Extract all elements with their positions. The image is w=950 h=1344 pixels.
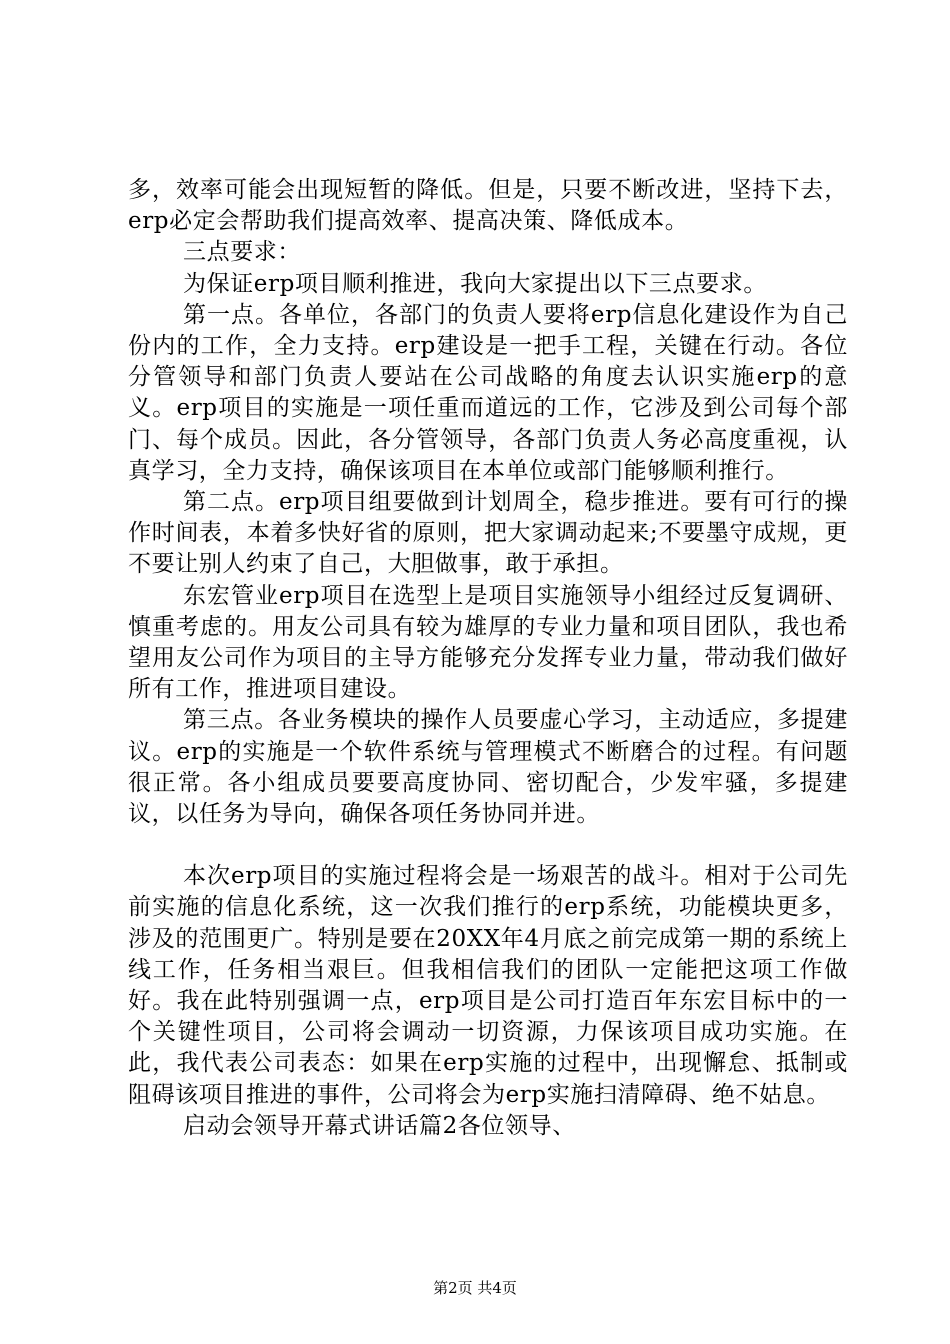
paragraph-point-two: 第二点。erp项目组要做到计划周全，稳步推进。要有可行的操作时间表，本着多快好省的原则，把大家调动起来;不要墨守成规，更不要让别人约束了自己，大胆做事，敢于承担。 [128, 489, 848, 578]
paragraph-heading-requirements: 三点要求： [183, 239, 301, 266]
paragraph-vendor: 东宏管业erp项目在选型上是项目实施领导小组经过反复调研、慎重考虑的。用友公司具有较为雄厚的专业力量和项目团队，我也希望用友公司作为项目的主导方能够充分发挥专业力量，带动我们做好所有工作，推进项目建设。 [128, 582, 848, 703]
paragraph-next-section: 启动会领导开幕式讲话篇2各位领导、 [183, 1112, 576, 1139]
page-footer: 第2页 共4页 [433, 1279, 517, 1297]
paragraph-point-one: 第一点。各单位，各部门的负责人要将erp信息化建设作为自己份内的工作，全力支持。erp建设是一把手工程，关键在行动。各位分管领导和部门负责人要站在公司战略的角度去认识实施erp的意义。erp项目的实施是一项任重而道远的工作，它涉及到公司每个部门、每个成员。因此，各分管领导，各部门负责人务必高度重视，认真学习，全力支持，确保该项目在本单位或部门能够顺利推行。 [128, 301, 848, 484]
paragraph-intro: 为保证erp项目顺利推进，我向大家提出以下三点要求。 [183, 270, 767, 297]
document-body [128, 175, 848, 1142]
paragraph-conclusion: 本次erp项目的实施过程将会是一场艰苦的战斗。相对于公司先前实施的信息化系统，这一次我们推行的erp系统，功能模块更多，涉及的范围更广。特别是要在20XX年4月底之前完成第一期的系统上线工作，任务相当艰巨。但我相信我们的团队一定能把这项工作做好。我在此特别强调一点，erp项目是公司打造百年东宏目标中的一个关键性项目，公司将会调动一切资源，力保该项目成功实施。在此，我代表公司表态：如果在erp实施的过程中，出现懈怠、抵制或阻碍该项目推进的事件，公司将会为erp实施扫清障碍、绝不姑息。 [128, 863, 848, 1108]
paragraph-continuation: 多，效率可能会出现短暂的降低。但是，只要不断改进，坚持下去，erp必定会帮助我们提高效率、提高决策、降低成本。 [128, 177, 848, 235]
paragraph-gap [128, 830, 848, 861]
paragraph-point-three: 第三点。各业务模块的操作人员要虚心学习，主动适应，多提建议。erp的实施是一个软件系统与管理模式不断磨合的过程。有问题很正常。各小组成员要要高度协同、密切配合，少发牢骚，多提建议，以任务为导向，确保各项任务协同并进。 [128, 707, 848, 828]
